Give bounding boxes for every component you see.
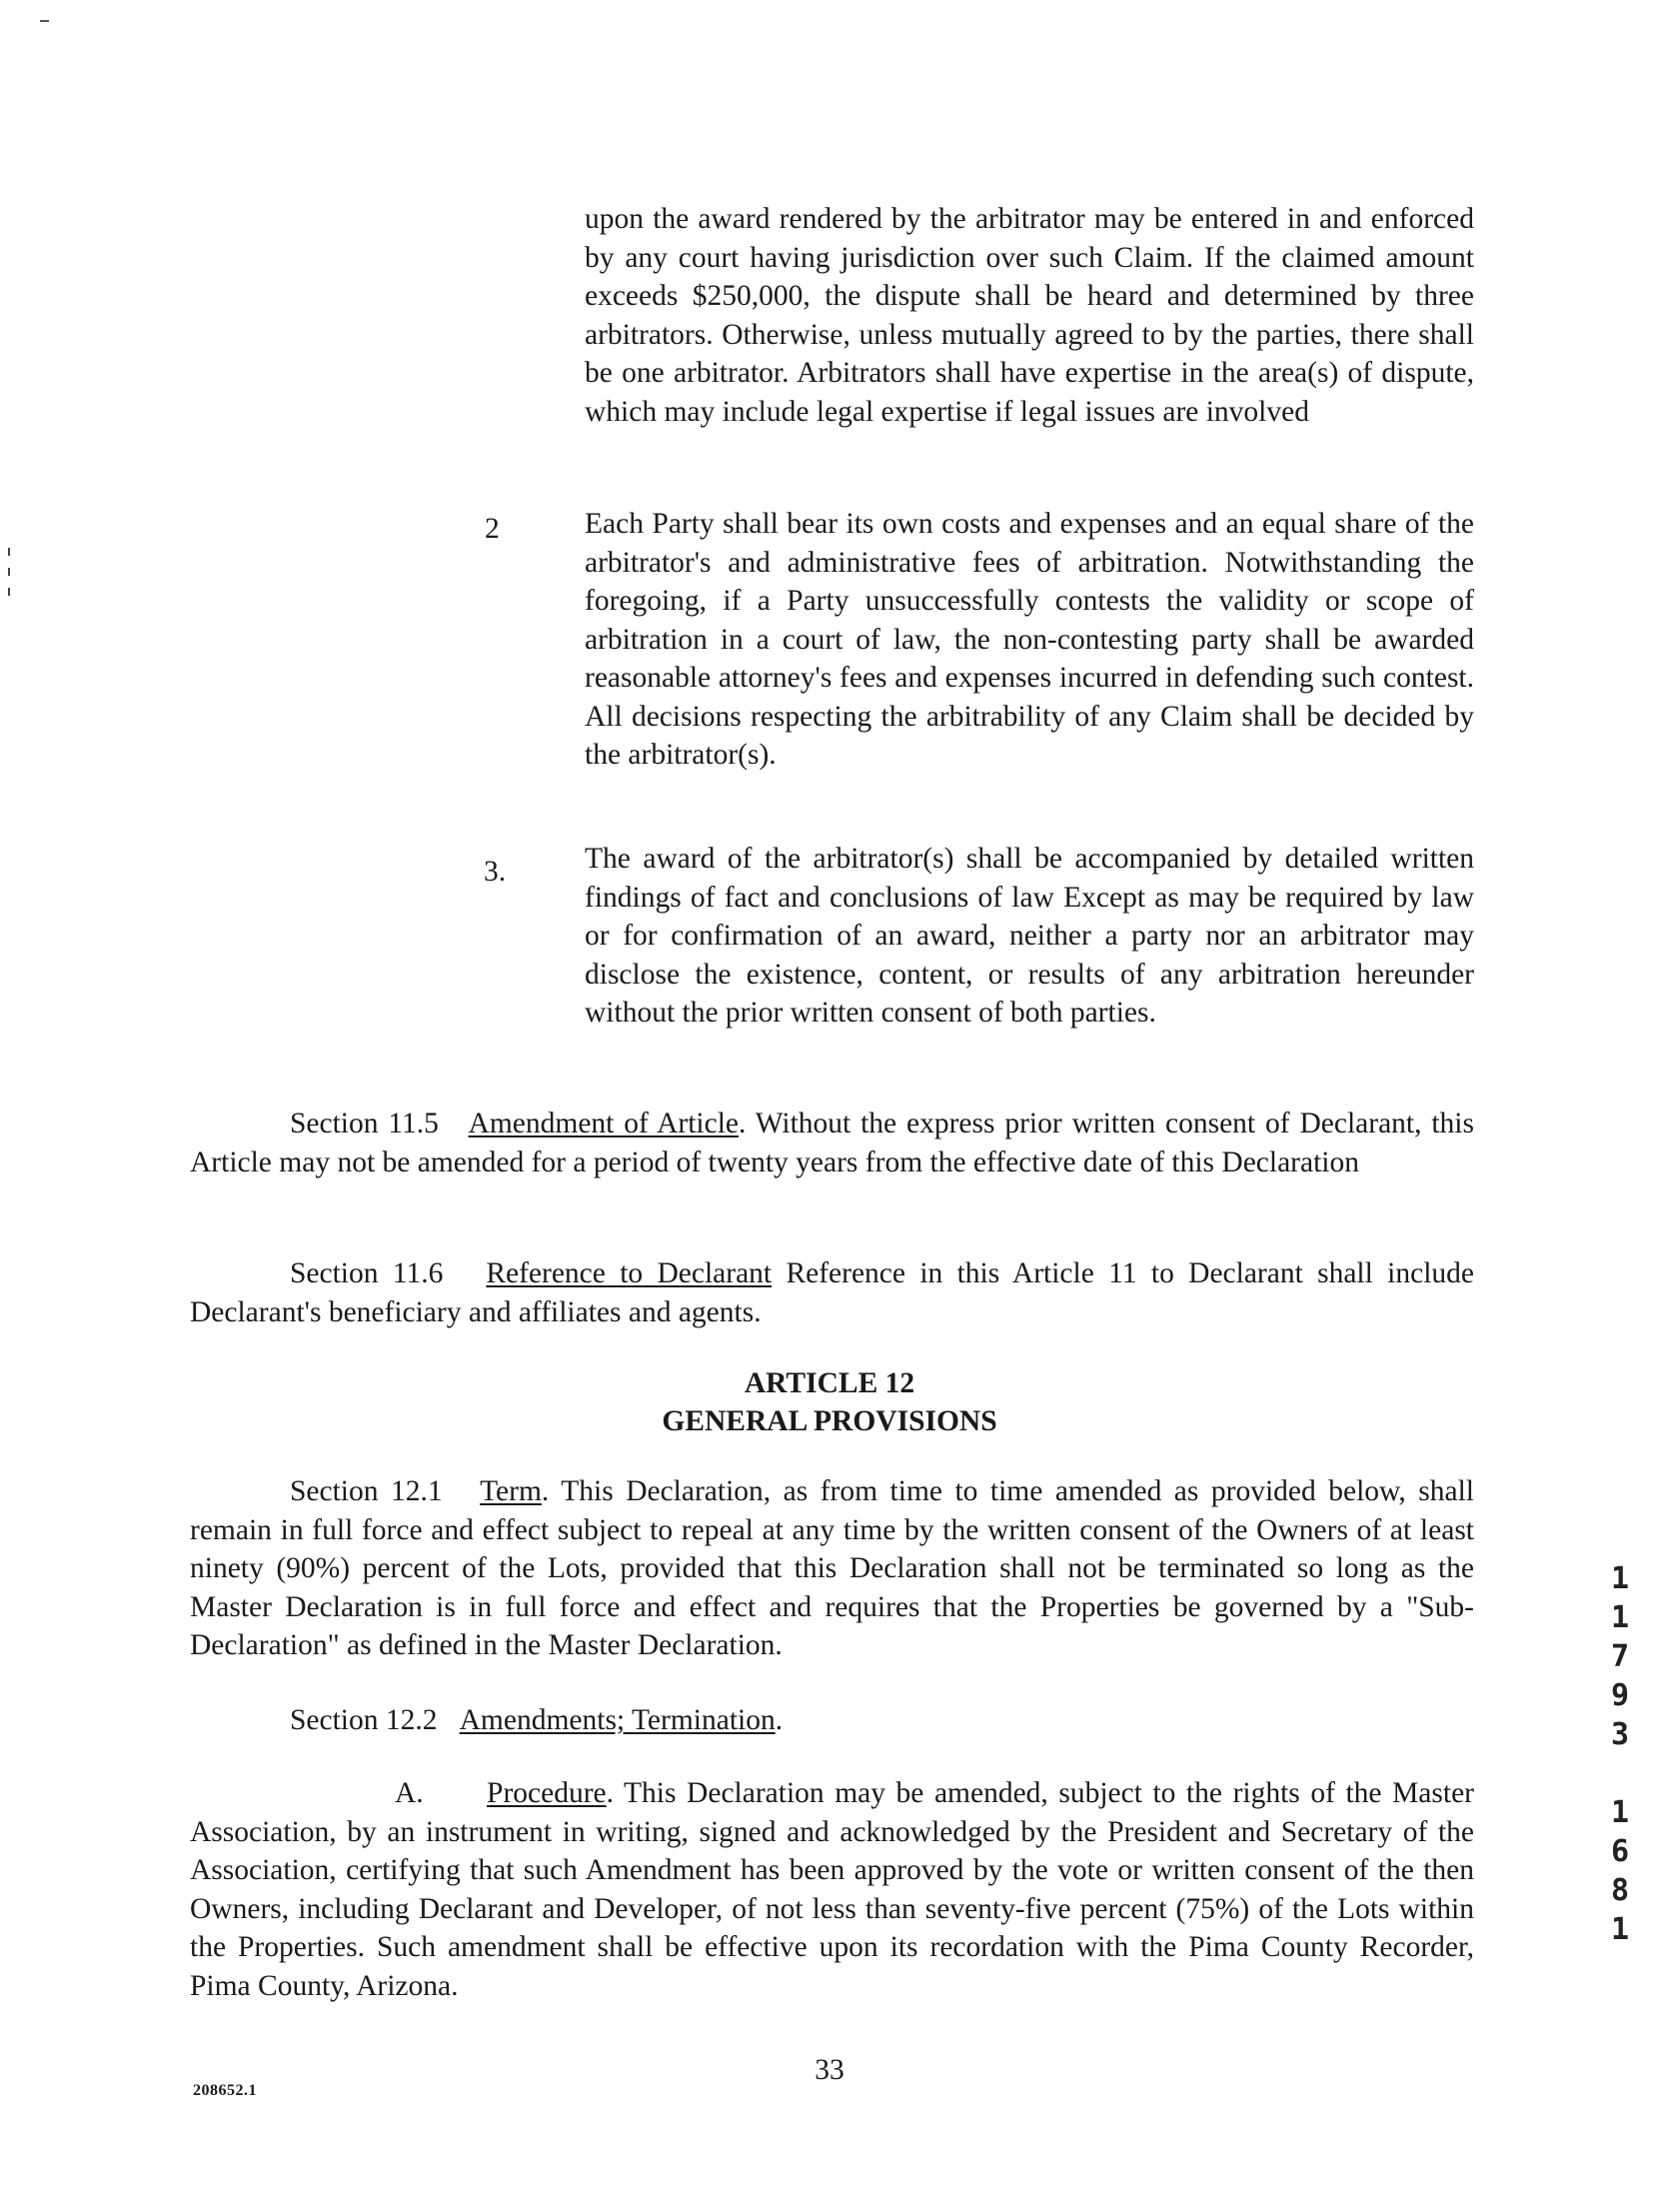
section-label: Section 11.5 bbox=[290, 1107, 439, 1139]
item-3-text: The award of the arbitrator(s) shall be accompanied by detailed written findings of fact and conclusions of law Except as may be required by law or for confirmation of an award, neither a party nor an arbitrator may disclose the existence, content, or results of any arbitration hereunder without the prior written consent of both parties. bbox=[585, 843, 1474, 1029]
subsection-text: . This Declaration may be amended, subject to the rights of the Master Association, by an instrument in writing, signed and acknowledged by the President and Secretary of the Association, certifying that such Amendment has been approved by the vote or written consent of the then Owners, including Declarant and Developer, of not less than seventy-five percent (75%) of the Lots within the Properties. Such amendment shall be effective upon its recordation with the Pima County Recorder, Pima County, Arizona. bbox=[190, 1777, 1474, 2002]
subsection-title: Procedure bbox=[487, 1777, 607, 1809]
stamp-digit: 9 bbox=[1610, 1678, 1630, 1713]
subsection-label: A. bbox=[395, 1777, 424, 1809]
page-number: 33 bbox=[815, 2054, 844, 2086]
section-text: . Without the express prior written consent of Declarant, this Article may not be amended for a period of twenty years from the effective date of this Declaration bbox=[190, 1107, 1474, 1178]
subsection-a bbox=[190, 1774, 1474, 2005]
section-11-6 bbox=[190, 1254, 1474, 1331]
article-title: GENERAL PROVISIONS bbox=[662, 1405, 997, 1437]
section-title: Term bbox=[480, 1475, 542, 1507]
item-number: 3. bbox=[484, 856, 507, 888]
recording-stamp bbox=[1605, 1559, 1635, 1949]
item-number: 2 bbox=[485, 513, 500, 545]
section-12-1 bbox=[190, 1472, 1474, 1665]
stamp-gap bbox=[1605, 1754, 1635, 1793]
stamp-digit: 7 bbox=[1610, 1639, 1630, 1674]
section-label: Section 11.6 bbox=[290, 1257, 444, 1289]
stamp-digit: 1 bbox=[1610, 1561, 1630, 1596]
section-label: Section 12.1 bbox=[290, 1475, 443, 1507]
stamp-digit: 1 bbox=[1610, 1600, 1630, 1635]
section-title: Amendment of Article bbox=[468, 1107, 739, 1139]
document-id: 208652.1 bbox=[193, 2082, 257, 2099]
scan-mark bbox=[40, 20, 49, 22]
section-12-2 bbox=[190, 1701, 1474, 1740]
section-text: Reference in this Article 11 to Declarant shall include Declarant's beneficiary and affiliates and agents. bbox=[190, 1257, 1474, 1328]
section-text: . bbox=[775, 1704, 784, 1736]
item-2-text: Each Party shall bear its own costs and expenses and an equal share of the arbitrator's and administrative fees of arbitration. Notwithstanding the foregoing, if a Party unsuccessfully contests the validity or scope of arbitration in a court of law, the non-contesting party shall be awarded reasonable attorney's fees and expenses incurred in defending such contest. All decisions respecting the arbitrability of any Claim shall be decided by the arbitrator(s). bbox=[585, 508, 1474, 771]
section-11-5 bbox=[190, 1105, 1474, 1181]
arbitration-continuation-paragraph: upon the award rendered by the arbitrator may be entered in and enforced by any court having jurisdiction over such Claim. If the claimed amount exceeds $250,000, the dispute shall be heard and determined by three arbitrators. Otherwise, unless mutually agreed to by the parties, there shall be one arbitrator. Arbitrators shall have expertise in the area(s) of dispute, which may include legal expertise if legal issues are involved bbox=[585, 203, 1474, 428]
stamp-digit: 8 bbox=[1610, 1873, 1630, 1908]
section-label: Section 12.2 bbox=[290, 1704, 438, 1736]
section-title: Amendments; Termination bbox=[459, 1704, 776, 1736]
section-title: Reference to Declarant bbox=[486, 1257, 773, 1289]
article-number: ARTICLE 12 bbox=[744, 1367, 915, 1399]
scan-ticks bbox=[8, 548, 10, 608]
section-text: . This Declaration, as from time to time amended as provided below, shall remain in full force and effect subject to repeal at any time by the written consent of the Owners of at least ninety (90%) percent of the Lots, provided that this Declaration shall not be terminated so long as the Master Declaration is in full force and effect and requires that the Properties be governed by a "Sub-Declaration" as defined in the Master Declaration. bbox=[190, 1475, 1474, 1661]
stamp-digit: 3 bbox=[1610, 1717, 1630, 1752]
stamp-digit: 1 bbox=[1610, 1795, 1630, 1830]
stamp-digit: 1 bbox=[1610, 1912, 1630, 1947]
stamp-digit: 6 bbox=[1610, 1834, 1630, 1869]
